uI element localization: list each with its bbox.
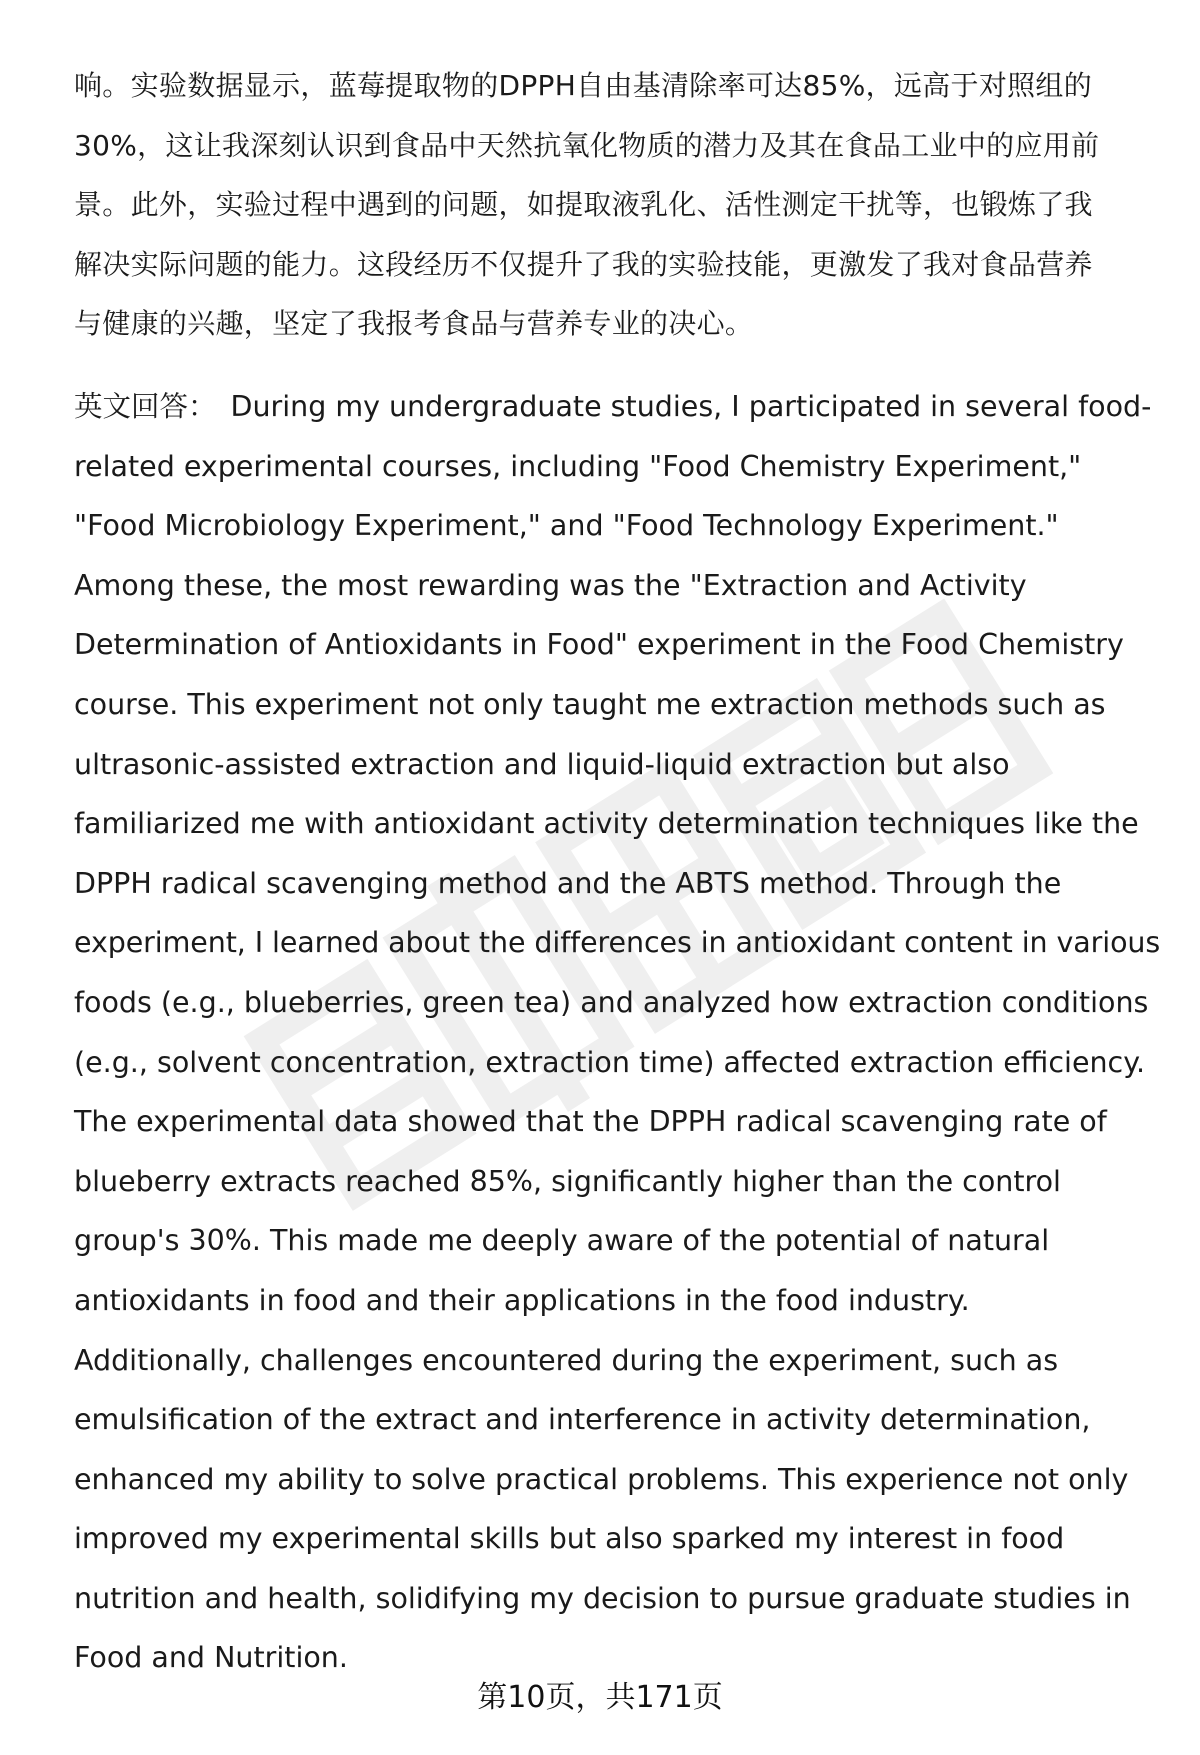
- english-answer-line: Additionally, challenges encountered during the experiment, such as: [74, 1343, 1059, 1377]
- english-answer-line: "Food Microbiology Experiment," and "Food Technology Experiment.": [74, 509, 1059, 543]
- english-answer-line: blueberry extracts reached 85%, significantly higher than the control: [74, 1164, 1061, 1198]
- english-answer-line: group's 30%. This made me deeply aware of the potential of natural: [74, 1224, 1050, 1258]
- english-answer-line: experiment, I learned about the differences in antioxidant content in various: [74, 926, 1161, 960]
- english-answer-line: (e.g., solvent concentration, extraction time) affected extraction efficiency.: [74, 1045, 1146, 1079]
- english-answer-line: emulsification of the extract and interference in activity determination,: [74, 1403, 1091, 1437]
- chinese-paragraph-line: 30%，这让我深刻认识到食品中天然抗氧化物质的潜力及其在食品工业中的应用前: [74, 128, 1100, 162]
- english-answer-first-line: [74, 377, 1164, 437]
- english-answer-line: improved my experimental skills but also sparked my interest in food: [74, 1522, 1065, 1556]
- english-answer-line: Determination of Antioxidants in Food" experiment in the Food Chemistry: [74, 628, 1124, 662]
- english-answer-line: Among these, the most rewarding was the "Extraction and Activity: [74, 568, 1027, 602]
- english-answer-line: foods (e.g., blueberries, green tea) and analyzed how extraction conditions: [74, 985, 1149, 1019]
- english-answer-line: Food and Nutrition.: [74, 1641, 348, 1675]
- english-answer-line: ultrasonic-assisted extraction and liquid-liquid extraction but also: [74, 747, 1010, 781]
- english-answer-line: During my undergraduate studies, I participated in several food-: [230, 390, 1152, 423]
- english-answer-line: course. This experiment not only taught me extraction methods such as: [74, 687, 1106, 721]
- english-answer-line: nutrition and health, solidifying my decision to pursue graduate studies in: [74, 1581, 1131, 1615]
- english-answer-line: enhanced my ability to solve practical problems. This experience not only: [74, 1462, 1129, 1496]
- english-answer-line: DPPH radical scavenging method and the ABTS method. Through the: [74, 866, 1062, 900]
- page-number-footer: 第10页，共171页: [477, 1680, 723, 1715]
- english-answer-paragraph: [74, 377, 1164, 1688]
- chinese-paragraph-line: 与健康的兴趣，坚定了我报考食品与营养专业的决心。: [74, 307, 754, 341]
- chinese-paragraph-line: 景。此外，实验过程中遇到的问题，如提取液乳化、活性测定干扰等，也锻炼了我: [74, 188, 1093, 222]
- english-answer-label: 英文回答：: [74, 390, 217, 423]
- chinese-paragraph-line: 响。实验数据显示，蓝莓提取物的DPPH自由基清除率可达85%，远高于对照组的: [74, 69, 1093, 102]
- english-answer-line: familiarized me with antioxidant activity determination techniques like the: [74, 807, 1139, 841]
- english-answer-line: related experimental courses, including "Food Chemistry Experiment,": [74, 449, 1082, 483]
- chinese-paragraph-line: 解决实际问题的能力。这段经历不仅提升了我的实验技能，更激发了我对食品营养: [74, 247, 1093, 281]
- english-answer-line: antioxidants in food and their applications in the food industry.: [74, 1283, 970, 1317]
- chinese-paragraph: [74, 56, 1164, 354]
- english-answer-line: The experimental data showed that the DPPH radical scavenging rate of: [74, 1105, 1107, 1139]
